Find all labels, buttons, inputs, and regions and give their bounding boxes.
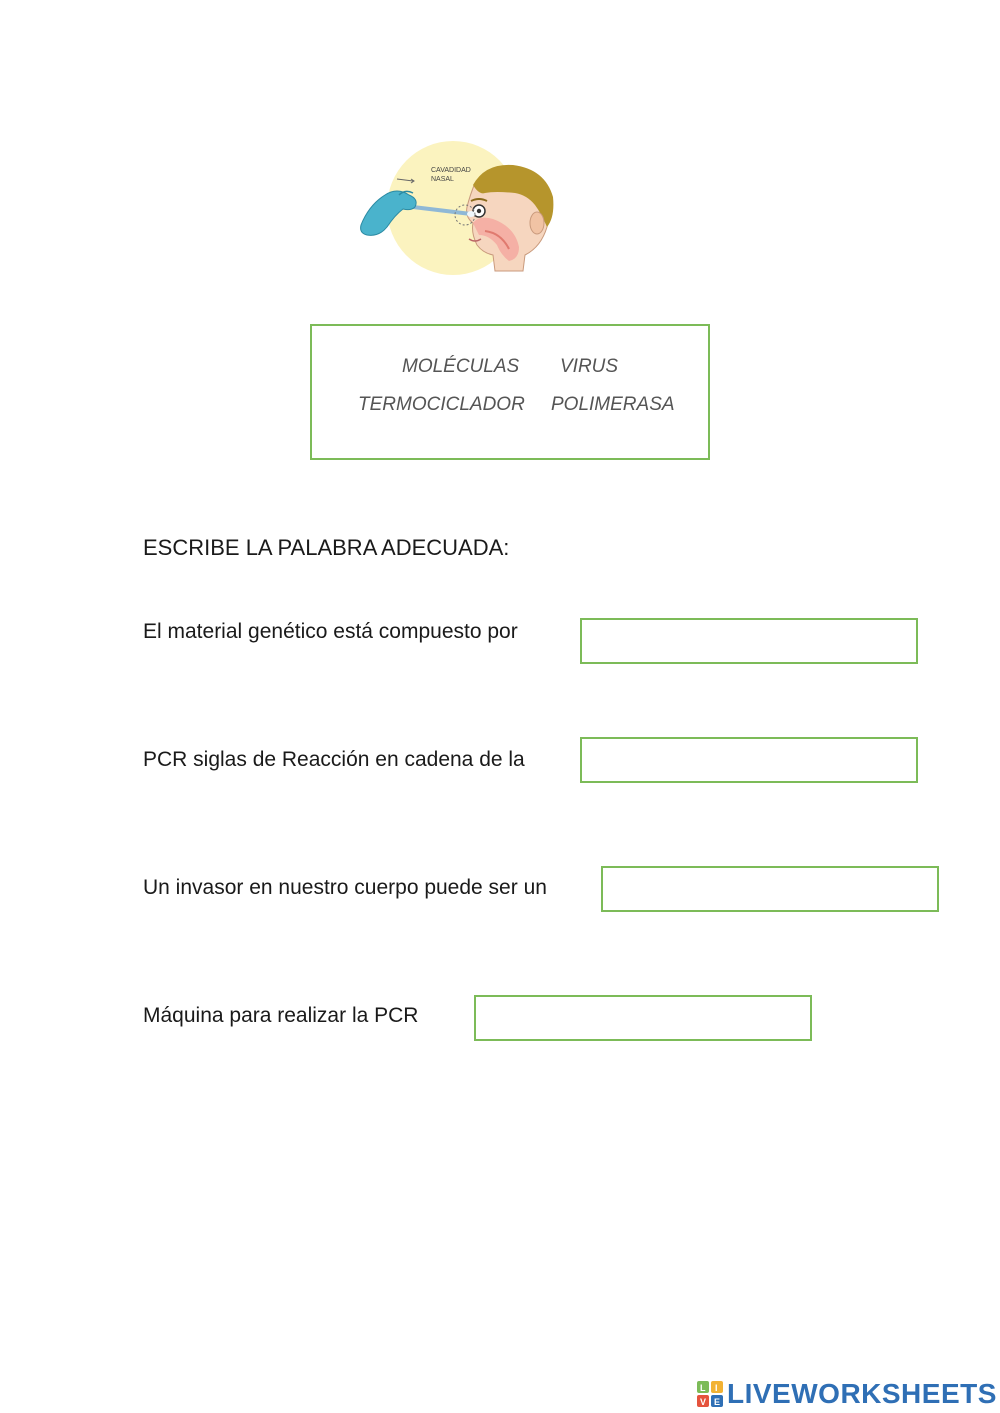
answer-input-1[interactable] <box>580 618 918 664</box>
brand-name: LIVEWORKSHEETS <box>727 1378 997 1409</box>
answer-input-4[interactable] <box>474 995 812 1041</box>
svg-text:L: L <box>700 1383 706 1393</box>
question-text: El material genético está compuesto por <box>143 620 518 643</box>
question-text: Máquina para realizar la PCR <box>143 1004 419 1027</box>
nasal-swab-drawing <box>355 135 560 285</box>
word-bank <box>310 324 710 460</box>
answer-input-2[interactable] <box>580 737 918 783</box>
svg-text:I: I <box>715 1383 718 1393</box>
word-bank-item: MOLÉCULAS <box>402 356 520 377</box>
illustration-label-line2: NASAL <box>431 176 454 183</box>
svg-text:V: V <box>700 1397 707 1407</box>
word-bank-item: TERMOCICLADOR <box>358 394 525 415</box>
nasal-swab-illustration <box>355 135 560 285</box>
liveworksheets-logo <box>697 1377 997 1411</box>
answer-input-3[interactable] <box>601 866 939 912</box>
logo-grid-icon <box>697 1381 723 1407</box>
question-text: PCR siglas de Reacción en cadena de la <box>143 748 525 771</box>
question-text: Un invasor en nuestro cuerpo puede ser un <box>143 876 547 899</box>
word-bank-item: VIRUS <box>560 356 619 377</box>
svg-text:E: E <box>714 1397 721 1407</box>
illustration-label-line1: CAVADIDAD <box>431 167 471 174</box>
instruction-heading: ESCRIBE LA PALABRA ADECUADA: <box>143 535 510 560</box>
word-bank-item: POLIMERASA <box>551 394 675 415</box>
